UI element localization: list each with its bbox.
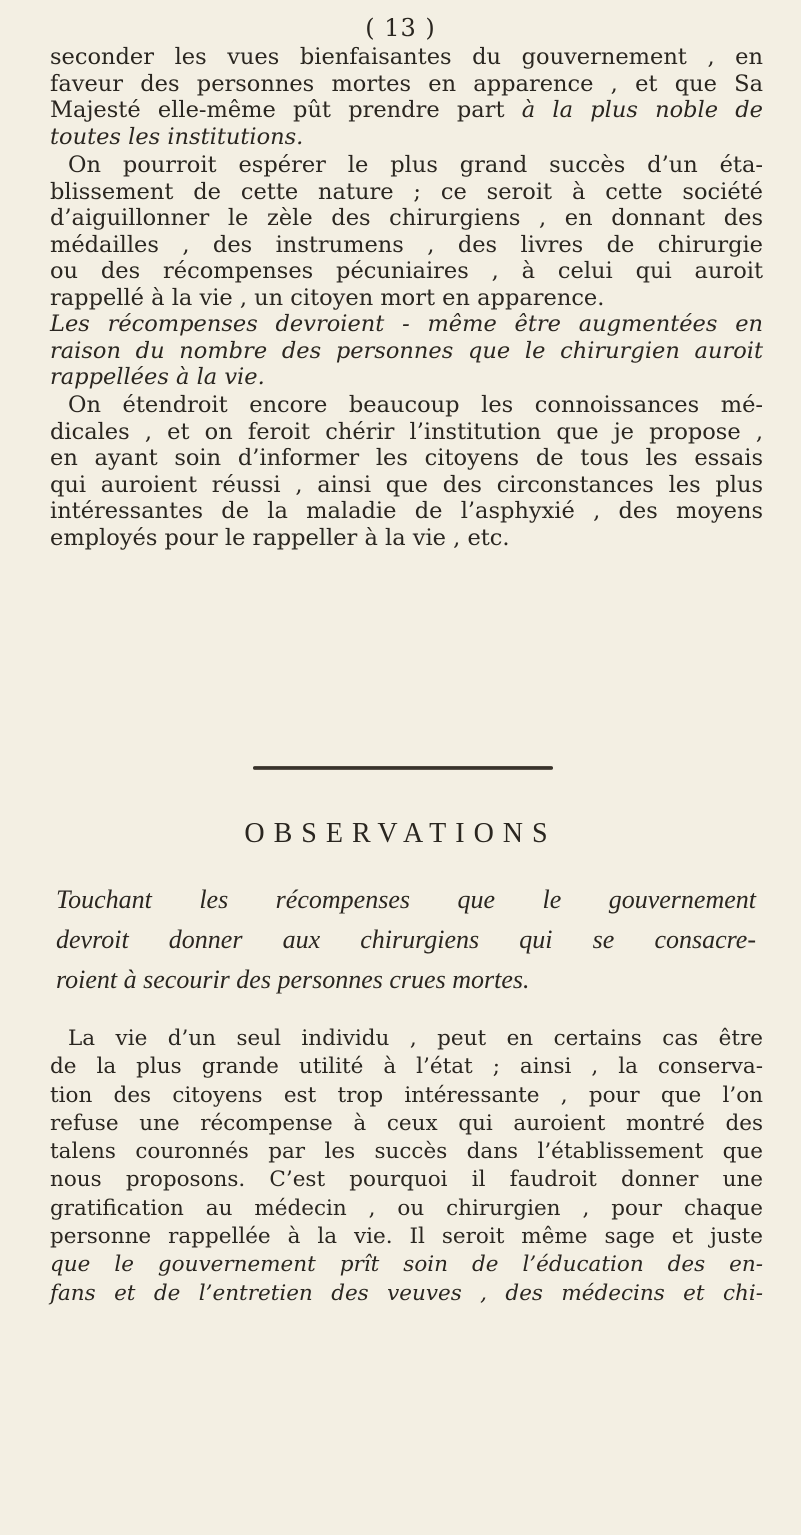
text-line: gratification au médecin , ou chirurgien , pour chaque [50, 1195, 763, 1221]
italic-run: à la plus noble de [521, 97, 763, 123]
section-subtitle [56, 880, 756, 1000]
text-line: médailles , des instrumens , des livres de chirurgie [50, 231, 763, 258]
text-line: d’aiguillonner le zèle des chirurgiens , en donnant des [50, 205, 763, 231]
paragraph-2 [50, 152, 763, 391]
text-line: personne rappellée à la vie. Il seroit même sage et juste [50, 1224, 763, 1250]
page-number: ( 13 ) [365, 14, 436, 42]
text-line: raison du nombre des personnes que le chirurgien auroit [50, 337, 763, 364]
text-line: On étendroit encore beaucoup les connoissances mé- [68, 392, 763, 418]
text-line: talens couronnés par les succès dans l’établissement que [50, 1139, 763, 1165]
subtitle-line: devroit donner aux chirurgiens qui se consacre- [56, 925, 756, 954]
text-line: dicales , et on feroit chérir l’institution que je propose , [50, 418, 763, 445]
text-line: de la plus grande utilité à l’état ; ainsi , la conserva- [50, 1054, 763, 1080]
text-line: refuse une récompense à ceux qui auroient montré des [50, 1110, 763, 1136]
text-line: seconder les vues bienfaisantes du gouvernement , en [50, 44, 763, 70]
text-line: La vie d’un seul individu , peut en certains cas être [68, 1026, 763, 1051]
text-line: ou des récompenses pécuniaires , à celui qui auroit [50, 258, 763, 284]
text-line: qui auroient réussi , ainsi que des circonstances les plus [50, 471, 763, 498]
text-line: toutes les institutions. [50, 123, 304, 150]
text-line [50, 97, 763, 124]
text-line: nous proposons. C’est pourquoi il faudroit donner une [50, 1167, 763, 1193]
section-title: OBSERVATIONS [244, 818, 557, 849]
text-line: fans et de l’entretien des veuves , des médecins et chi- [50, 1280, 763, 1306]
text-line: tion des citoyens est trop intéressante , pour que l’on [50, 1082, 763, 1108]
text-line: en ayant soin d’informer les citoyens de tous les essais [50, 445, 763, 471]
text-line: faveur des personnes mortes en apparence , et que Sa [50, 70, 763, 97]
text-line: On pourroit espérer le plus grand succès d’un éta- [68, 152, 763, 178]
text-line: intéressantes de la maladie de l’asphyxié , des moyens [50, 498, 763, 524]
subtitle-line: Touchant les récompenses que le gouvernement [56, 885, 756, 914]
decorative-rule [253, 766, 553, 770]
text-line: rappellées à la vie. [50, 364, 265, 390]
paragraph-1 [50, 44, 763, 150]
text-line: que le gouvernement prît soin de l’éducation des en- [50, 1252, 763, 1278]
text-run: Majesté elle-même pût prendre part [50, 97, 522, 123]
text-line: Les récompenses devroient - même être augmentées en [50, 311, 763, 337]
text-line: rappellé à la vie , un citoyen mort en apparence. [50, 284, 605, 311]
text-line: blissement de cette nature ; ce seroit à cette société [50, 178, 763, 205]
text-line: employés pour le rappeller à la vie , etc. [50, 524, 510, 551]
paragraph-4 [50, 1025, 763, 1308]
subtitle-line: roient à secourir des personnes crues mortes. [56, 965, 530, 994]
paragraph-3 [50, 392, 763, 551]
